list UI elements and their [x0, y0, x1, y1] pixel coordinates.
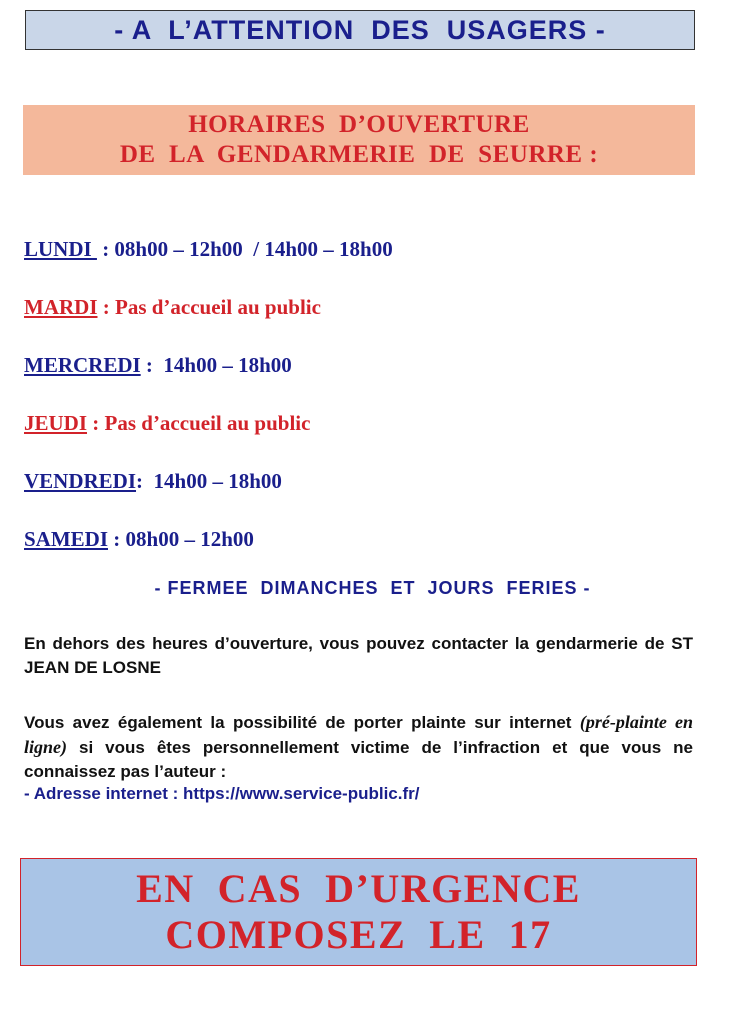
day-hours: : 08h00 – 12h00 / 14h00 – 18h00: [96, 237, 393, 261]
contact-paragraph: En dehors des heures d’ouverture, vous pouvez contacter la gendarmerie de ST JEAN DE LOSNE: [24, 634, 693, 677]
day-label: MARDI: [24, 295, 98, 319]
schedule-row-lundi: [24, 235, 704, 264]
day-hours: : 14h00 – 18h00: [140, 353, 292, 377]
weekly-schedule: [24, 235, 704, 583]
schedule-row-samedi: [24, 525, 704, 554]
day-label: SAMEDI: [24, 527, 109, 551]
emergency-line1: EN CAS D’URGENCE: [136, 866, 581, 911]
schedule-row-mardi: [24, 293, 704, 322]
website-address-link[interactable]: - Adresse internet : https://www.service-public.fr/: [24, 784, 420, 803]
day-label: LUNDI: [24, 237, 97, 261]
closed-notice: - FERMEE DIMANCHES ET JOURS FERIES -: [154, 578, 591, 598]
schedule-row-mercredi: [24, 351, 704, 380]
complaint-italic: (pré-plainte en ligne): [24, 712, 693, 757]
emergency-banner: [20, 858, 697, 966]
complaint-text-after: si vous êtes personnellement victime de l’infraction et que vous ne connaissez pas l’auteur :: [24, 738, 693, 781]
attention-banner-text: - A L’ATTENTION DES USAGERS -: [114, 14, 606, 45]
day-label: VENDREDI: [24, 469, 137, 493]
day-hours: : Pas d’accueil au public: [97, 295, 321, 319]
day-hours: : Pas d’accueil au public: [87, 411, 311, 435]
opening-hours-title: [23, 105, 695, 175]
attention-banner: [25, 10, 695, 50]
complaint-paragraph: [24, 710, 693, 784]
opening-hours-title-line1: HORAIRES D’OUVERTURE: [188, 111, 530, 138]
day-label: JEUDI: [24, 411, 88, 435]
opening-hours-title-line2: DE LA GENDARMERIE DE SEURRE :: [119, 141, 599, 168]
schedule-row-vendredi: [24, 467, 704, 496]
day-hours: : 14h00 – 18h00: [136, 469, 282, 493]
day-label: MERCREDI: [24, 353, 141, 377]
emergency-line2: COMPOSEZ LE 17: [165, 912, 552, 957]
day-hours: : 08h00 – 12h00: [108, 527, 254, 551]
schedule-row-jeudi: [24, 409, 704, 438]
complaint-text-before: Vous avez également la possibilité de porter plainte sur internet: [24, 713, 580, 732]
